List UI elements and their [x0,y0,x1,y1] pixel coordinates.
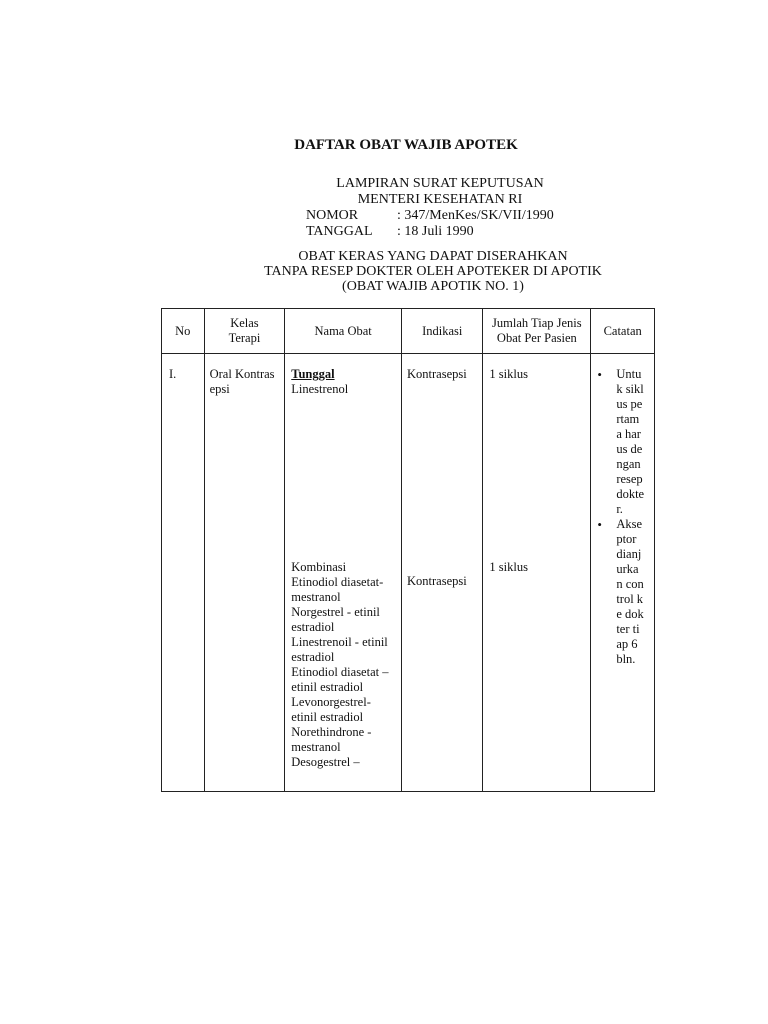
kombinasi-item: Norgestrel - etinil estradiol [291,605,380,634]
row-kelas-terapi: Oral Kontrasepsi [209,367,275,396]
header-kelas-terapi-text: Kelas Terapi [228,316,261,345]
tunggal-item: Linestrenol [291,382,349,396]
table-row [162,354,655,792]
lampiran-block [306,176,574,240]
subtitle-block [200,249,666,294]
tunggal-group [291,367,399,397]
header-no: No [162,309,205,354]
indikasi-1: Kontrasepsi [407,367,467,381]
obat-table [161,308,655,792]
nomor-row [306,208,574,224]
tanggal-value: : 18 Juli 1990 [397,224,474,239]
row-no: I. [169,367,177,381]
header-kelas-terapi [204,309,285,354]
lampiran-line-2: MENTERI KESEHATAN RI [357,192,523,207]
tunggal-label: Tunggal [291,367,335,381]
cell-nama-obat [285,354,402,792]
subtitle-line-3: (OBAT WAJIB APOTIK NO. 1) [342,279,524,294]
document-title: DAFTAR OBAT WAJIB APOTEK [294,137,518,153]
kombinasi-item: Linestrenoil - etinil estradiol [291,635,388,664]
header-jumlah-text: Jumlah Tiap Jenis Obat Per Pasien [492,316,582,345]
kombinasi-item: Levonorgestrel-etinil estradiol [291,695,371,724]
subtitle-line-1: OBAT KERAS YANG DAPAT DISERAHKAN [298,249,568,264]
kombinasi-item: Etinodiol diasetat – etinil estradiol [291,665,389,694]
kombinasi-label: Kombinasi [291,560,347,574]
cell-jumlah [483,354,591,792]
lampiran-line-1: LAMPIRAN SURAT KEPUTUSAN [336,176,544,191]
kombinasi-item: Norethindrone - mestranol [291,725,372,754]
cell-indikasi [402,354,483,792]
catatan-list [591,367,644,667]
jumlah-2: 1 siklus [489,560,528,574]
table-header-row [162,309,655,354]
header-jumlah [483,309,591,354]
kombinasi-group [291,560,391,770]
kombinasi-item: Etinodiol diasetat-mestranol [291,575,384,604]
nomor-label: NOMOR [306,208,359,223]
tanggal-label: TANGGAL [306,224,373,239]
header-nama-obat: Nama Obat [285,309,402,354]
indikasi-2: Kontrasepsi [407,574,467,588]
tanggal-row [306,224,574,240]
header-catatan: Catatan [591,309,655,354]
cell-no [162,354,205,792]
cell-catatan [591,354,655,792]
nomor-value: : 347/MenKes/SK/VII/1990 [397,208,554,223]
catatan-item: • Untuk siklus pertama harus dengan resep dokter. [591,367,644,517]
header-indikasi: Indikasi [402,309,483,354]
catatan-item: • Akseptor dianjurkan control ke dokter tiap 6 bln. [591,517,644,667]
kombinasi-item: Desogestrel – [291,755,360,769]
jumlah-1: 1 siklus [489,367,528,381]
subtitle-line-2: TANPA RESEP DOKTER OLEH APOTEKER DI APOTIK [264,264,602,279]
cell-kelas-terapi [204,354,285,792]
